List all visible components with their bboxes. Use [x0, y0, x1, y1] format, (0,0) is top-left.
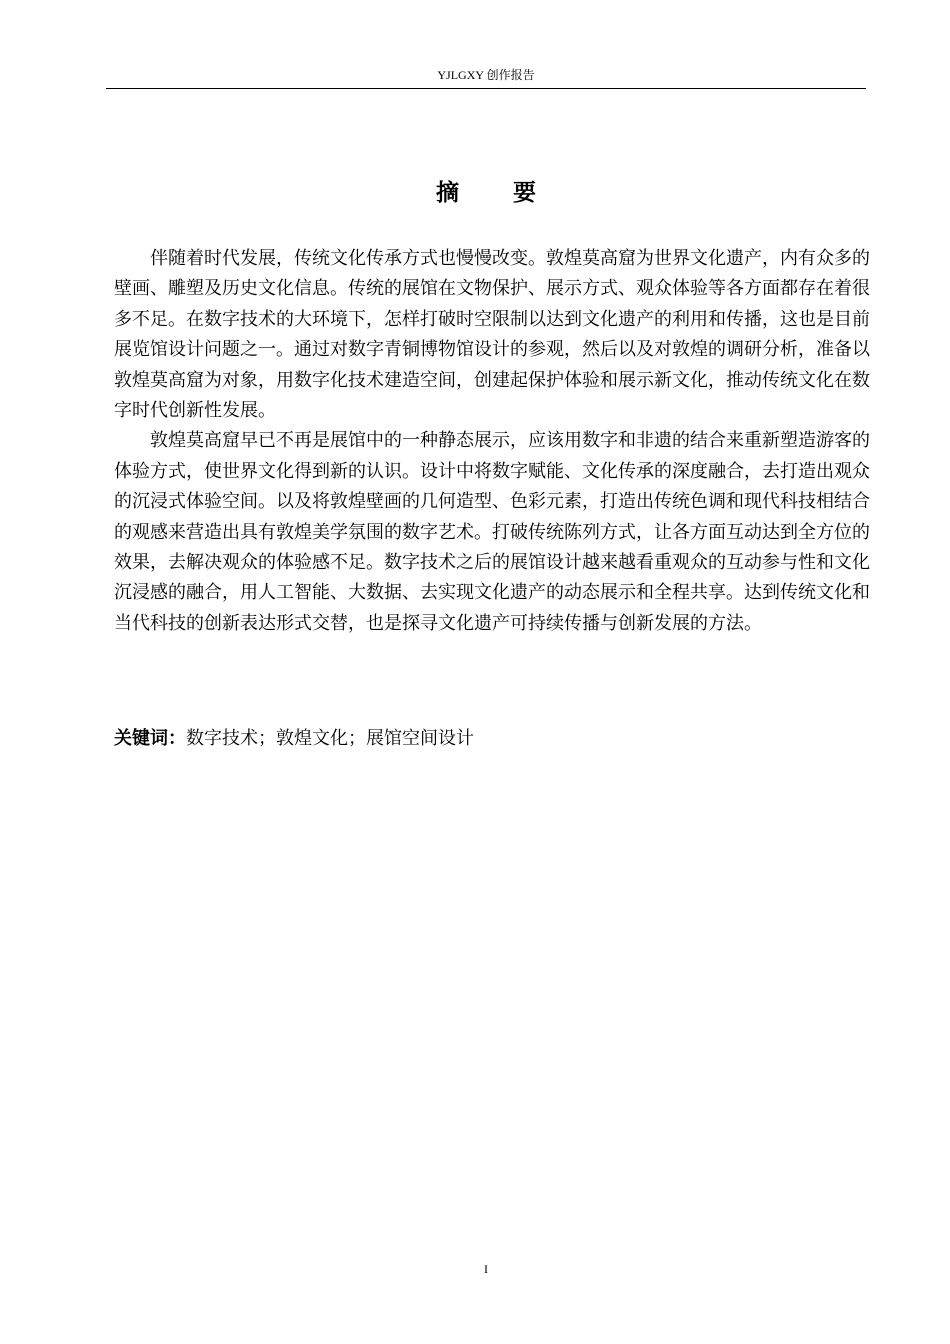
abstract-paragraph: 伴随着时代发展，传统文化传承方式也慢慢改变。敦煌莫高窟为世界文化遗产，内有众多的壁画、雕塑及历史文化信息。传统的展馆在文物保护、展示方式、观众体验等各方面都存在着很多不足。在数字技术的大环境下，怎样打破时空限制以达到文化遗产的利用和传播，这也是目前展览馆设计问题之一。通过对数字青铜博物馆设计的参观，然后以及对敦煌的调研分析，准备以敦煌莫高窟为对象，用数字化技术建造空间，创建起保护体验和展示新文化，推动传统文化在数字时代创新性发展。 [114, 248, 870, 422]
page-number: I [484, 1262, 488, 1276]
keywords [114, 724, 866, 754]
page-header [106, 64, 866, 89]
header-text: YJLGXY 创作报告 [437, 68, 535, 82]
keywords-label: 关键词： [114, 728, 186, 749]
abstract-paragraph: 敦煌莫高窟早已不再是展馆中的一种静态展示，应该用数字和非遗的结合来重新塑造游客的体验方式，使世界文化得到新的认识。设计中将数字赋能、文化传承的深度融合，去打造出观众的沉浸式体验空间。以及将敦煌壁画的几何造型、色彩元素，打造出传统色调和现代科技相结合的观感来营造出具有敦煌美学氛围的数字艺术。打破传统陈列方式，让各方面互动达到全方位的效果，去解决观众的体验感不足。数字技术之后的展馆设计越来越看重观众的互动参与性和文化沉浸感的融合，用人工智能、大数据、去实现文化遗产的动态展示和全程共享。达到传统文化和当代科技的创新表达形式交替，也是探寻文化遗产可持续传播与创新发展的方法。 [114, 430, 870, 634]
abstract-body [114, 244, 870, 639]
keywords-text: 数字技术；敦煌文化；展馆空间设计 [186, 728, 474, 749]
abstract-title: 摘要 [436, 180, 590, 206]
